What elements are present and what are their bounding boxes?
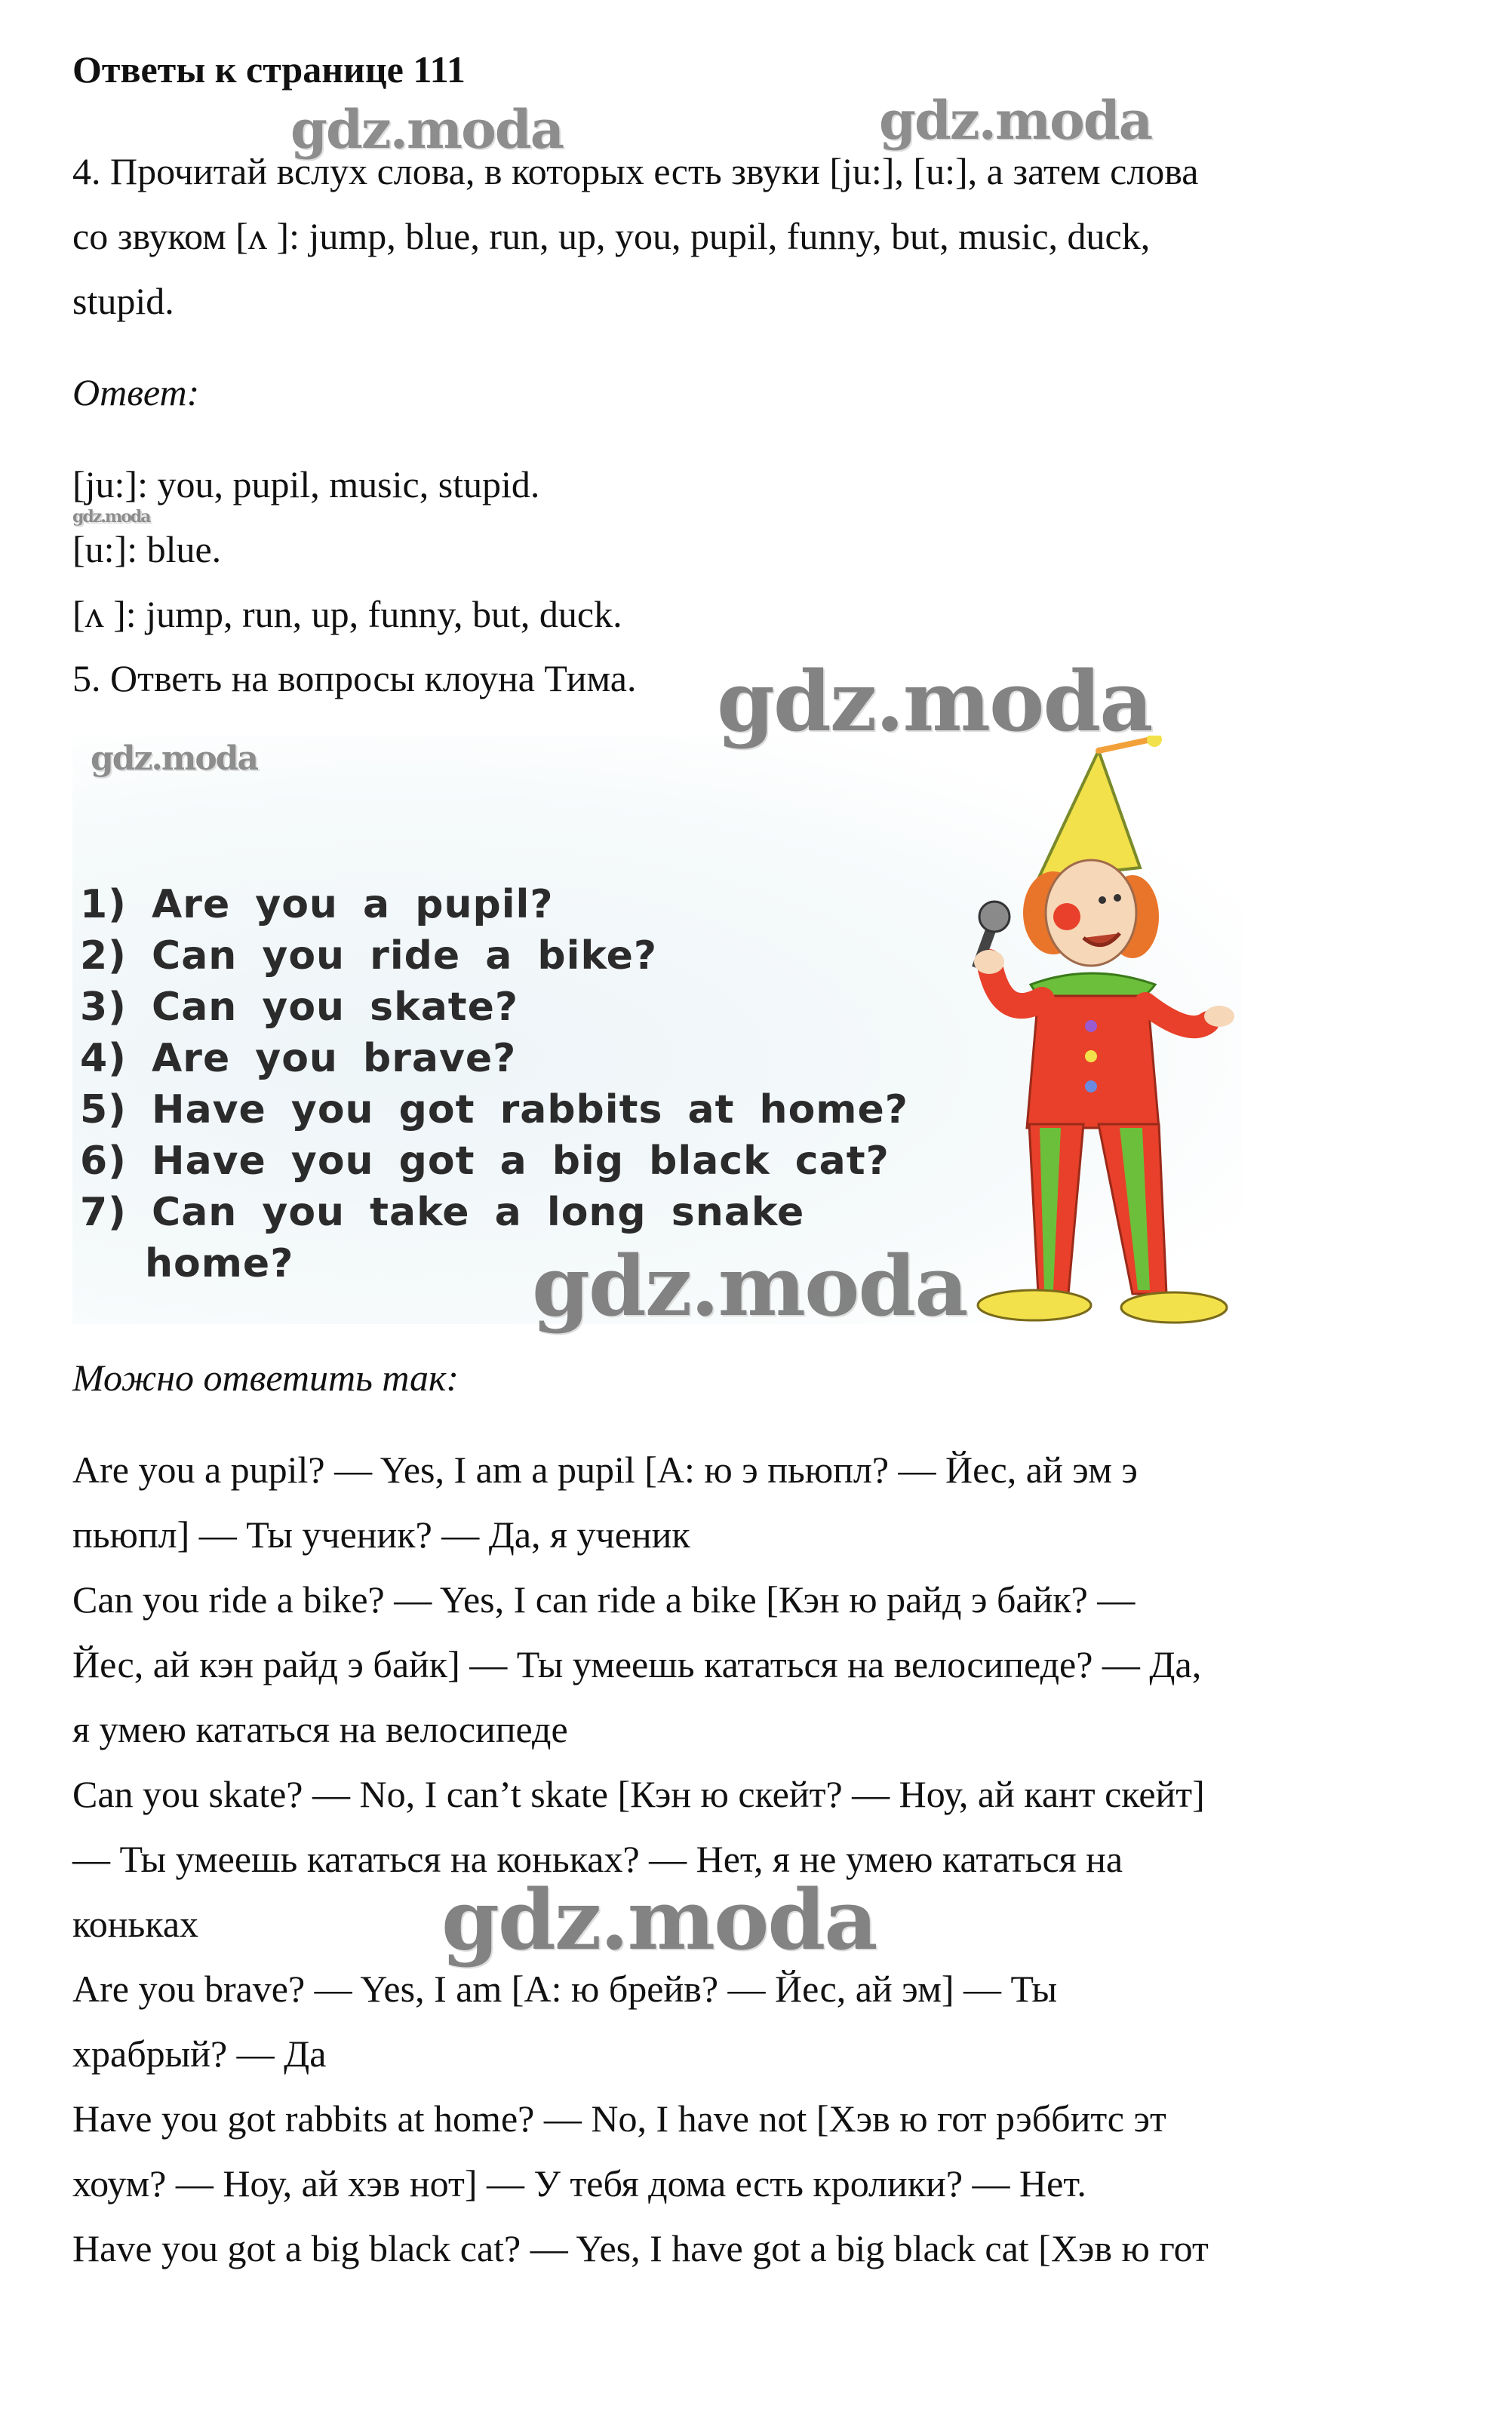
answer5-line: Are you a pupil? — Yes, I am a pupil [А: ю э пьюпл? — Йес, ай эм э (72, 1449, 1138, 1491)
question-item: home? (145, 1241, 294, 1286)
answer5-line: Have you got rabbits at home? — No, I have not [Хэв ю гот рэббитс эт (72, 2097, 1166, 2140)
answer-label: Ответ: (72, 371, 200, 413)
textbook-illustration (72, 736, 1242, 1324)
question-item: 6) Have you got a big black cat? (80, 1138, 890, 1184)
watermark: gdz.moda (441, 1871, 877, 1968)
answer5-line: коньках (72, 1903, 199, 1945)
answer5-line: храбрый? — Да (72, 2033, 327, 2075)
answer5-line: Can you ride a bike? — Yes, I can ride a bike [Кэн ю райд э байк? — (72, 1578, 1136, 1621)
clown-tim-illustration (948, 736, 1242, 1324)
watermark: gdz.moda (717, 653, 1152, 750)
possible-answer-label: Можно ответить так: (72, 1357, 459, 1399)
watermark: gdz.moda (532, 1237, 967, 1335)
answer5-line: Can you skate? — No, I can’t skate [Кэн ю скейт? — Ноу, ай кант скейт] (72, 1773, 1205, 1815)
answer5-line: пьюпл] — Ты ученик? — Да, я ученик (72, 1513, 690, 1556)
question-item: 5) Have you got rabbits at home? (80, 1087, 908, 1132)
task4-line1: 4. Прочитай вслух слова, в которых есть звуки [ju:], [u:], а затем слова (72, 150, 1199, 192)
answer4-u: [u:]: blue. (72, 528, 222, 570)
answer4-ju: [ju:]: you, pupil, music, stupid. (72, 463, 540, 505)
task4-line3: stupid. (72, 280, 174, 322)
watermark: gdz.moda (91, 739, 258, 778)
answer5-line: Have you got a big black cat? — Yes, I have got a big black cat [Хэв ю гот (72, 2227, 1209, 2269)
watermark: gdz.moda (879, 89, 1152, 152)
clown-questions-list (80, 879, 908, 1289)
question-item: 4) Are you brave? (80, 1036, 517, 1081)
task5-text: 5. Ответь на вопросы клоуна Тима. (72, 657, 637, 699)
question-item: 1) Are you a pupil? (80, 882, 554, 927)
page-title: Ответы к странице 111 (72, 48, 466, 91)
watermark: gdz.moda (290, 98, 564, 161)
question-item: 3) Can you skate? (80, 985, 519, 1030)
watermark: gdz.moda (72, 507, 150, 527)
question-item: 7) Can you take a long snake (80, 1190, 805, 1235)
answer5-line: я умею кататься на велосипеде (72, 1708, 568, 1750)
answer5-line: — Ты умеешь кататься на коньках? — Нет, я не умею кататься на (72, 1838, 1123, 1880)
task4-line2: со звуком [ʌ ]: jump, blue, run, up, you, pupil, funny, but, music, duck, (72, 215, 1151, 257)
answer5-line: Йес, ай кэн райд э байк] — Ты умеешь кататься на велосипеде? — Да, (72, 1643, 1202, 1685)
answer4-a: [ʌ ]: jump, run, up, funny, but, duck. (72, 593, 622, 635)
answer5-line: Are you brave? — Yes, I am [А: ю брейв? — Йес, ай эм] — Ты (72, 1968, 1058, 2010)
answer5-line: хоум? — Ноу, ай хэв нот] — У тебя дома есть кролики? — Нет. (72, 2162, 1086, 2205)
question-item: 2) Can you ride a bike? (80, 933, 658, 979)
